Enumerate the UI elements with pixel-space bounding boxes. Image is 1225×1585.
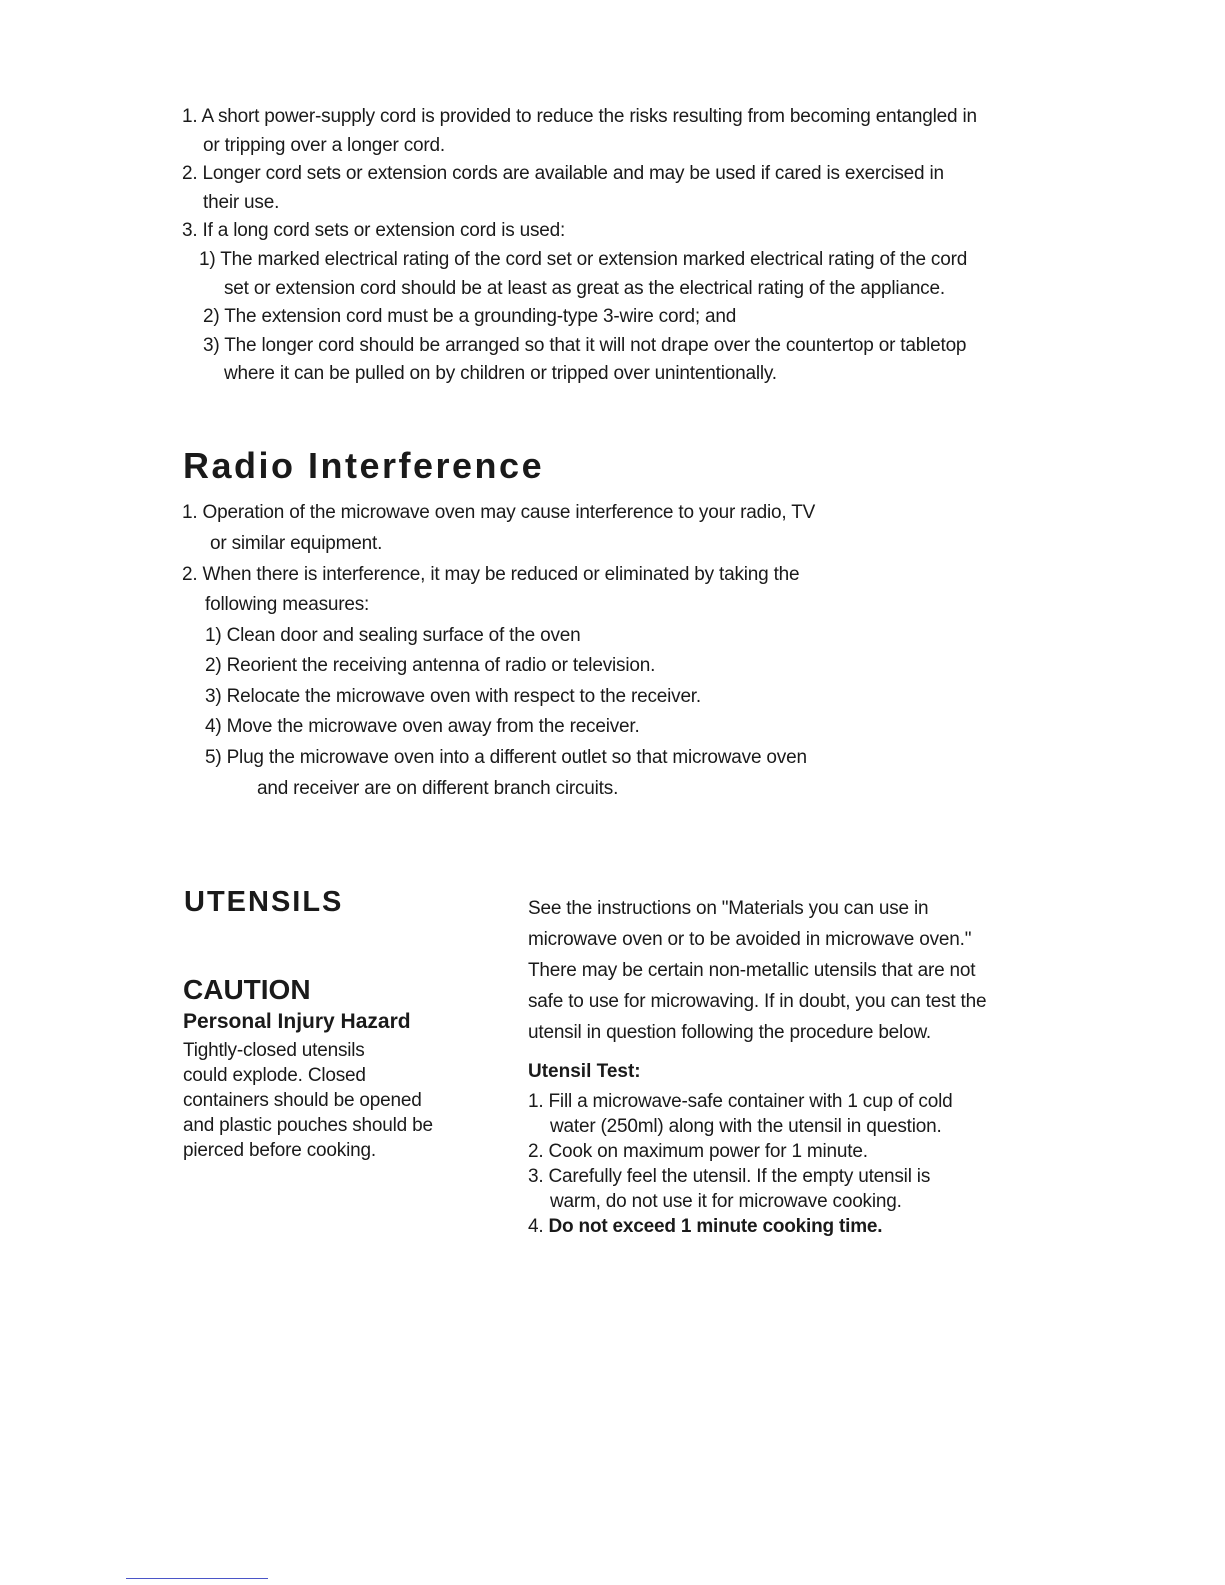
utensil-test-step-4-number: 4. bbox=[528, 1216, 549, 1237]
utensils-heading: UTENSILS bbox=[184, 886, 344, 918]
caution-text-line-5: pierced before cooking. bbox=[183, 1140, 376, 1161]
cord-item-1-line-2: or tripping over a longer cord. bbox=[203, 135, 445, 156]
radio-item-1-line-1: 1. Operation of the microwave oven may cause interference to your radio, TV bbox=[182, 502, 816, 523]
radio-interference-heading: Radio Interference bbox=[183, 445, 545, 486]
utensils-intro-line-1: See the instructions on "Materials you can use in bbox=[528, 898, 929, 919]
cord-item-2-line-1: 2. Longer cord sets or extension cords are available and may be used if cared is exercised in bbox=[182, 163, 944, 184]
radio-item-2-line-2: following measures: bbox=[205, 594, 370, 615]
cord-item-2-line-2: their use. bbox=[203, 192, 280, 213]
utensils-intro-line-2: microwave oven or to be avoided in microwave oven." bbox=[528, 929, 972, 950]
radio-item-1-line-2: or similar equipment. bbox=[210, 533, 383, 554]
caution-text-line-1: Tightly-closed utensils bbox=[183, 1040, 365, 1061]
cord-subitem-1-line-2: set or extension cord should be at least as great as the electrical rating of the appliance. bbox=[224, 278, 945, 299]
caution-heading: CAUTION bbox=[183, 974, 311, 1005]
utensil-test-step-1-line-1: 1. Fill a microwave-safe container with 1 cup of cold bbox=[528, 1091, 953, 1112]
utensil-test-step-3-line-2: warm, do not use it for microwave cooking. bbox=[550, 1191, 902, 1212]
radio-measure-4: 4) Move the microwave oven away from the receiver. bbox=[205, 716, 640, 737]
radio-measure-5-line-1: 5) Plug the microwave oven into a different outlet so that microwave oven bbox=[205, 747, 807, 768]
footer-link-underline bbox=[126, 1578, 268, 1579]
utensil-test-step-3-line-1: 3. Carefully feel the utensil. If the empty utensil is bbox=[528, 1166, 931, 1187]
caution-text-line-4: and plastic pouches should be bbox=[183, 1115, 433, 1136]
utensil-test-step-4-text: Do not exceed 1 minute cooking time. bbox=[548, 1216, 883, 1237]
utensil-test-heading: Utensil Test: bbox=[528, 1061, 641, 1082]
radio-measure-1: 1) Clean door and sealing surface of the oven bbox=[205, 625, 581, 646]
utensil-test-step-2: 2. Cook on maximum power for 1 minute. bbox=[528, 1141, 868, 1162]
cord-subitem-3-line-1: 3) The longer cord should be arranged so that it will not drape over the countertop or tabletop bbox=[203, 335, 967, 356]
caution-text-line-2: could explode. Closed bbox=[183, 1065, 366, 1086]
cord-item-3: 3. If a long cord sets or extension cord is used: bbox=[182, 220, 566, 241]
caution-subheading: Personal Injury Hazard bbox=[183, 1010, 411, 1033]
radio-measure-5-line-2: and receiver are on different branch circuits. bbox=[257, 778, 619, 799]
utensils-intro-line-4: safe to use for microwaving. If in doubt, you can test the bbox=[528, 991, 987, 1012]
radio-item-2-line-1: 2. When there is interference, it may be reduced or eliminated by taking the bbox=[182, 564, 800, 585]
utensil-test-step-4 bbox=[528, 1217, 882, 1236]
caution-text-line-3: containers should be opened bbox=[183, 1090, 422, 1111]
utensils-intro-line-3: There may be certain non-metallic utensils that are not bbox=[528, 960, 976, 981]
cord-subitem-1-line-1: 1) The marked electrical rating of the cord set or extension marked electrical rating of the cord bbox=[199, 249, 968, 270]
cord-subitem-3-line-2: where it can be pulled on by children or tripped over unintentionally. bbox=[224, 363, 777, 384]
utensils-intro-line-5: utensil in question following the procedure below. bbox=[528, 1022, 931, 1043]
cord-item-1-line-1: 1. A short power-supply cord is provided to reduce the risks resulting from becoming entangled in bbox=[182, 106, 977, 127]
radio-measure-3: 3) Relocate the microwave oven with respect to the receiver. bbox=[205, 686, 701, 707]
cord-subitem-2: 2) The extension cord must be a grounding-type 3-wire cord; and bbox=[203, 306, 737, 327]
utensil-test-step-1-line-2: water (250ml) along with the utensil in question. bbox=[550, 1116, 942, 1137]
radio-measure-2: 2) Reorient the receiving antenna of radio or television. bbox=[205, 655, 656, 676]
